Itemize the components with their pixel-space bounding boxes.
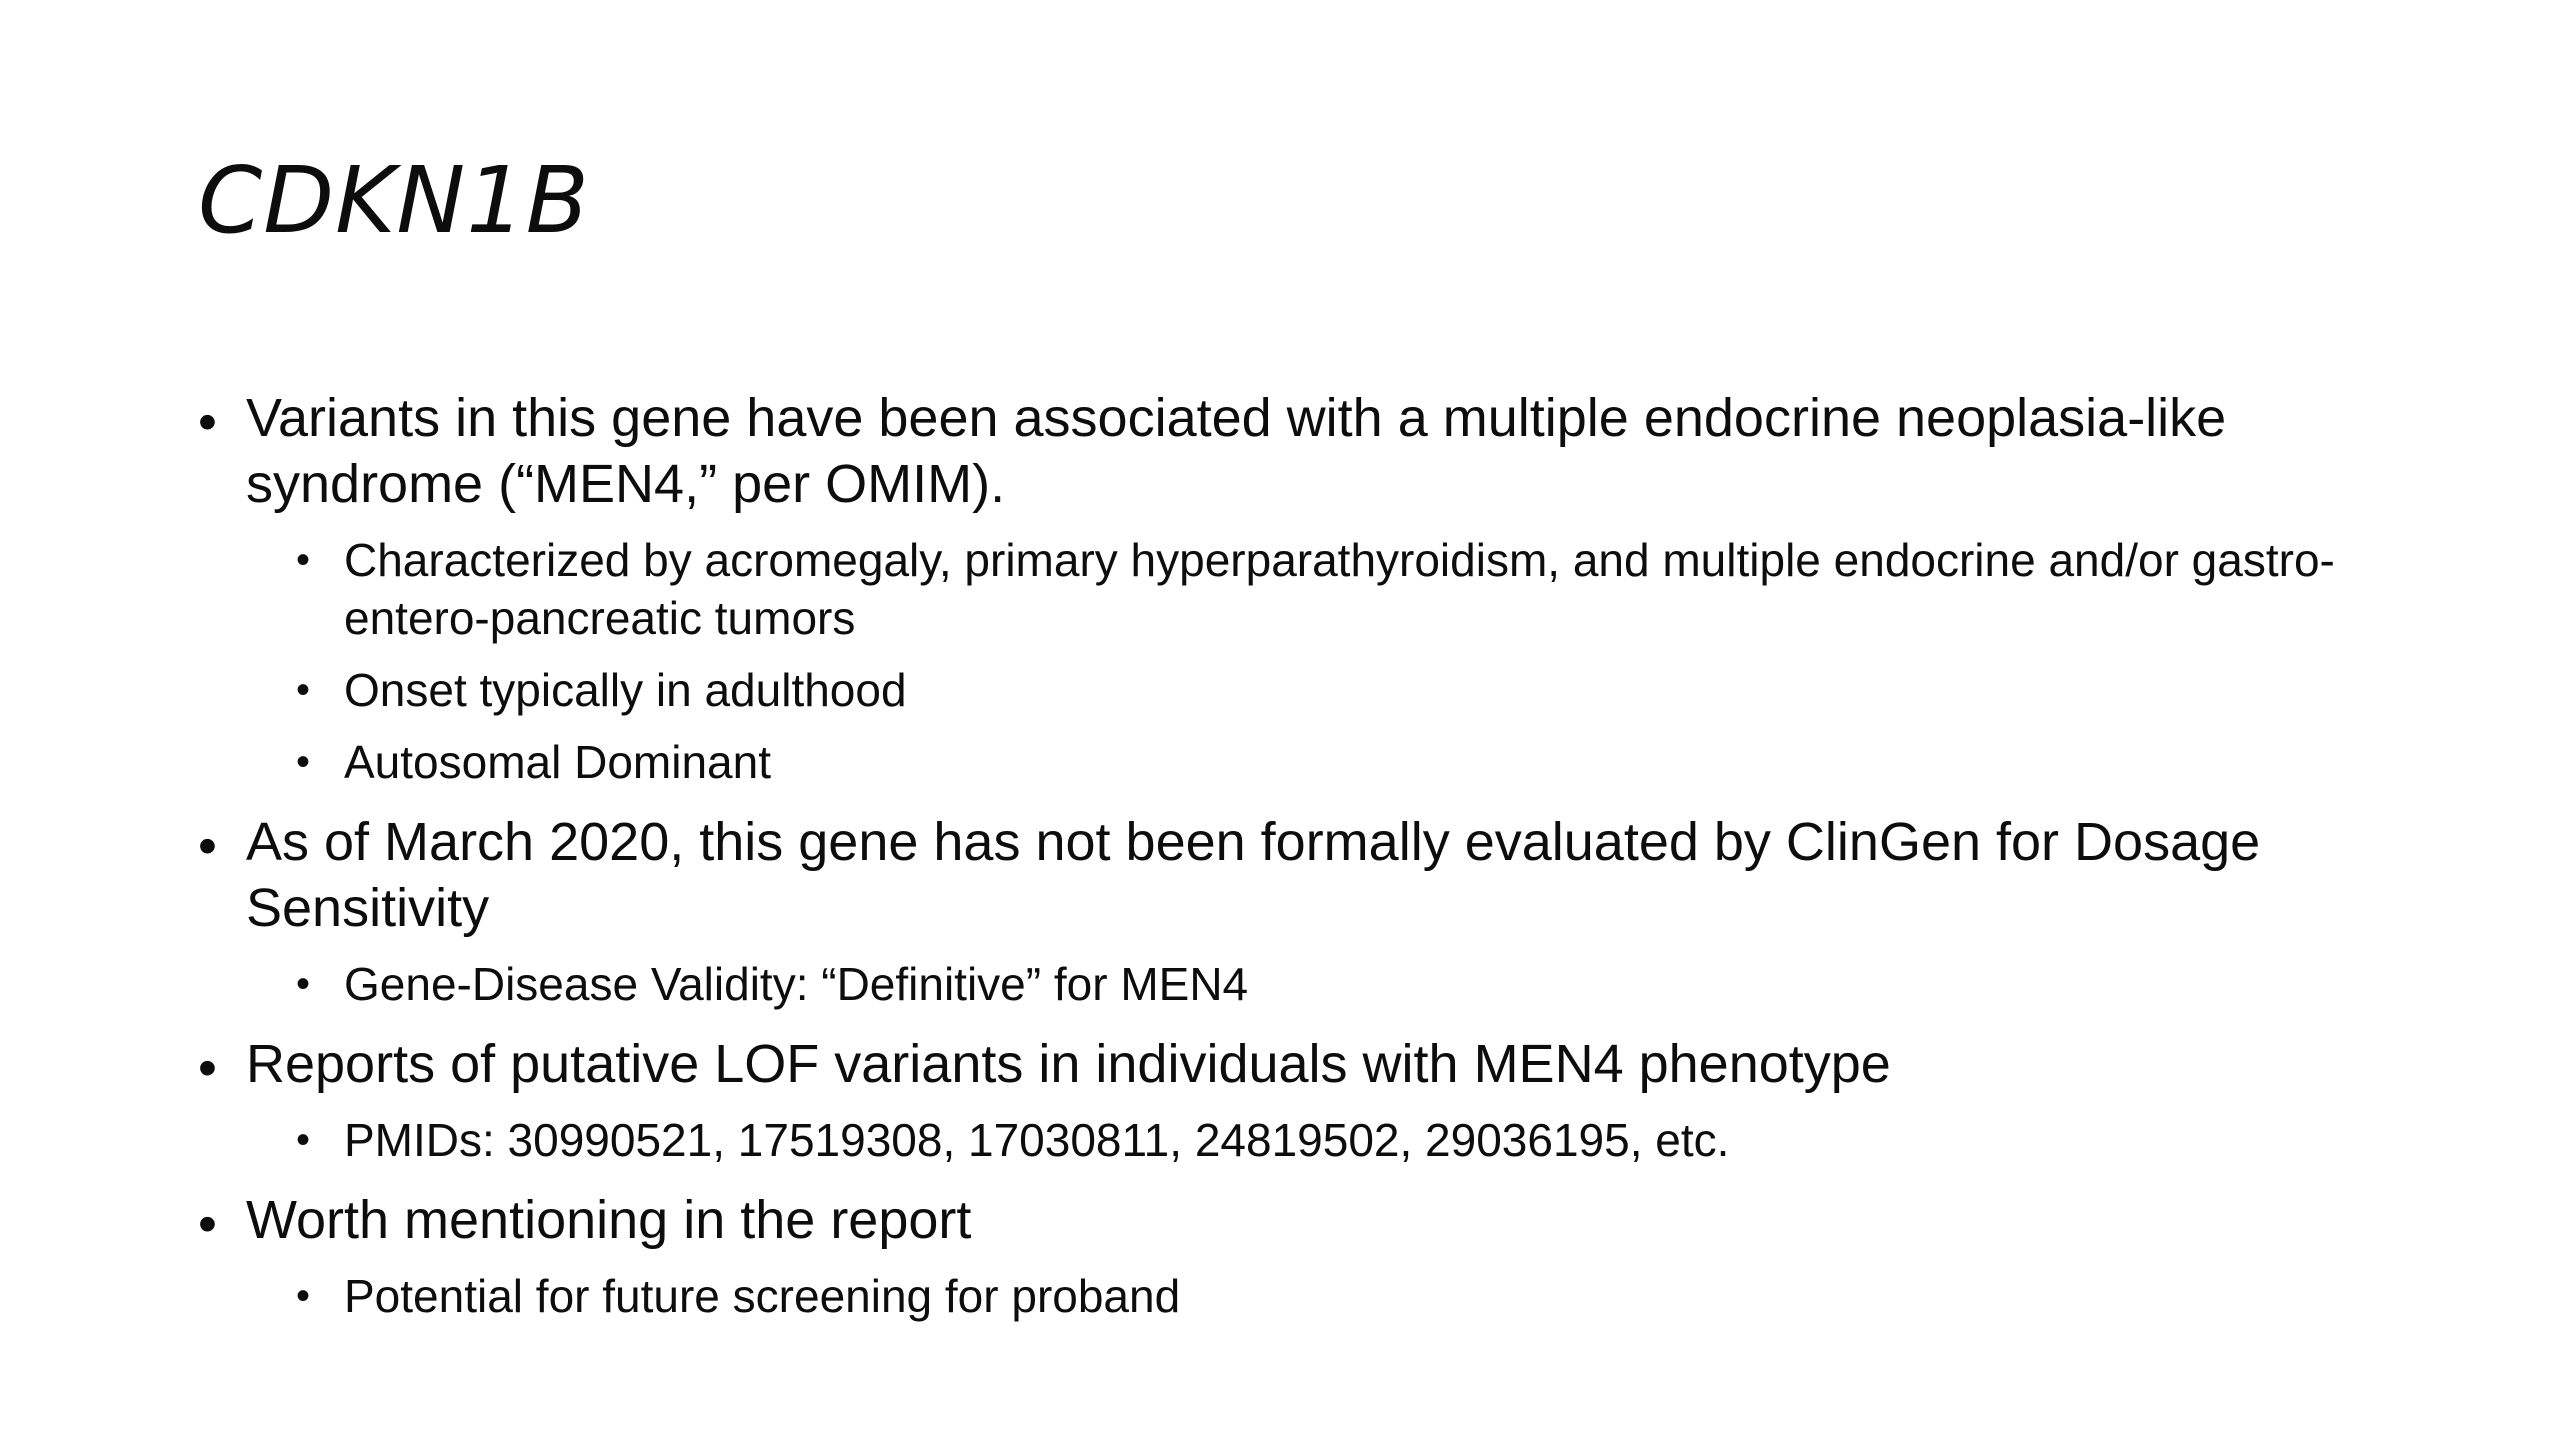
sub-bullet-text: Onset typically in adulthood (344, 664, 907, 716)
bullet-marker: • (198, 392, 217, 452)
bullet-text: Worth mentioning in the report (246, 1190, 972, 1250)
sub-bullet-item (296, 1267, 2438, 1325)
bullet-item (198, 385, 2438, 791)
bullet-text: Variants in this gene have been associated with a multiple endocrine neoplasia-like syndrome (“MEN4,” per OMIM). (246, 388, 2227, 514)
sub-bullet-marker: • (296, 538, 311, 582)
sub-bullet-text: Characterized by acromegaly, primary hyperparathyroidism, and multiple endocrine and/or gastro-entero-pancreatic tumors (344, 534, 2335, 644)
sub-bullet-marker: • (296, 668, 311, 712)
sub-bullet-marker: • (296, 1274, 311, 1318)
sub-bullet-marker: • (296, 740, 311, 784)
bullet-text: Reports of putative LOF variants in individuals with MEN4 phenotype (246, 1034, 1891, 1094)
sub-bullet-marker: • (296, 962, 311, 1006)
sub-bullet-marker: • (296, 1118, 311, 1162)
bullet-item (198, 1031, 2438, 1169)
sub-bullet-text: Autosomal Dominant (344, 736, 771, 788)
slide-title: CDKN1B (198, 147, 590, 254)
sub-bullet-list (246, 1111, 2438, 1169)
bullet-item (198, 809, 2438, 1013)
sub-bullet-text: PMIDs: 30990521, 17519308, 17030811, 24819502, 29036195, etc. (344, 1114, 1730, 1166)
slide-content (198, 385, 2438, 1343)
sub-bullet-list (246, 531, 2438, 791)
sub-bullet-text: Gene-Disease Validity: “Definitive” for MEN4 (344, 958, 1249, 1010)
sub-bullet-item (296, 661, 2438, 719)
bullet-marker: • (198, 1194, 217, 1254)
sub-bullet-list (246, 1267, 2438, 1325)
sub-bullet-item (296, 733, 2438, 791)
bullet-item (198, 1187, 2438, 1325)
sub-bullet-item (296, 531, 2438, 647)
sub-bullet-item (296, 1111, 2438, 1169)
sub-bullet-list (246, 955, 2438, 1013)
bullet-marker: • (198, 1038, 217, 1098)
sub-bullet-item (296, 955, 2438, 1013)
bullet-list (198, 385, 2438, 1325)
bullet-text: As of March 2020, this gene has not been formally evaluated by ClinGen for Dosage Sensitivity (246, 812, 2261, 938)
sub-bullet-text: Potential for future screening for proband (344, 1270, 1181, 1322)
bullet-marker: • (198, 816, 217, 876)
